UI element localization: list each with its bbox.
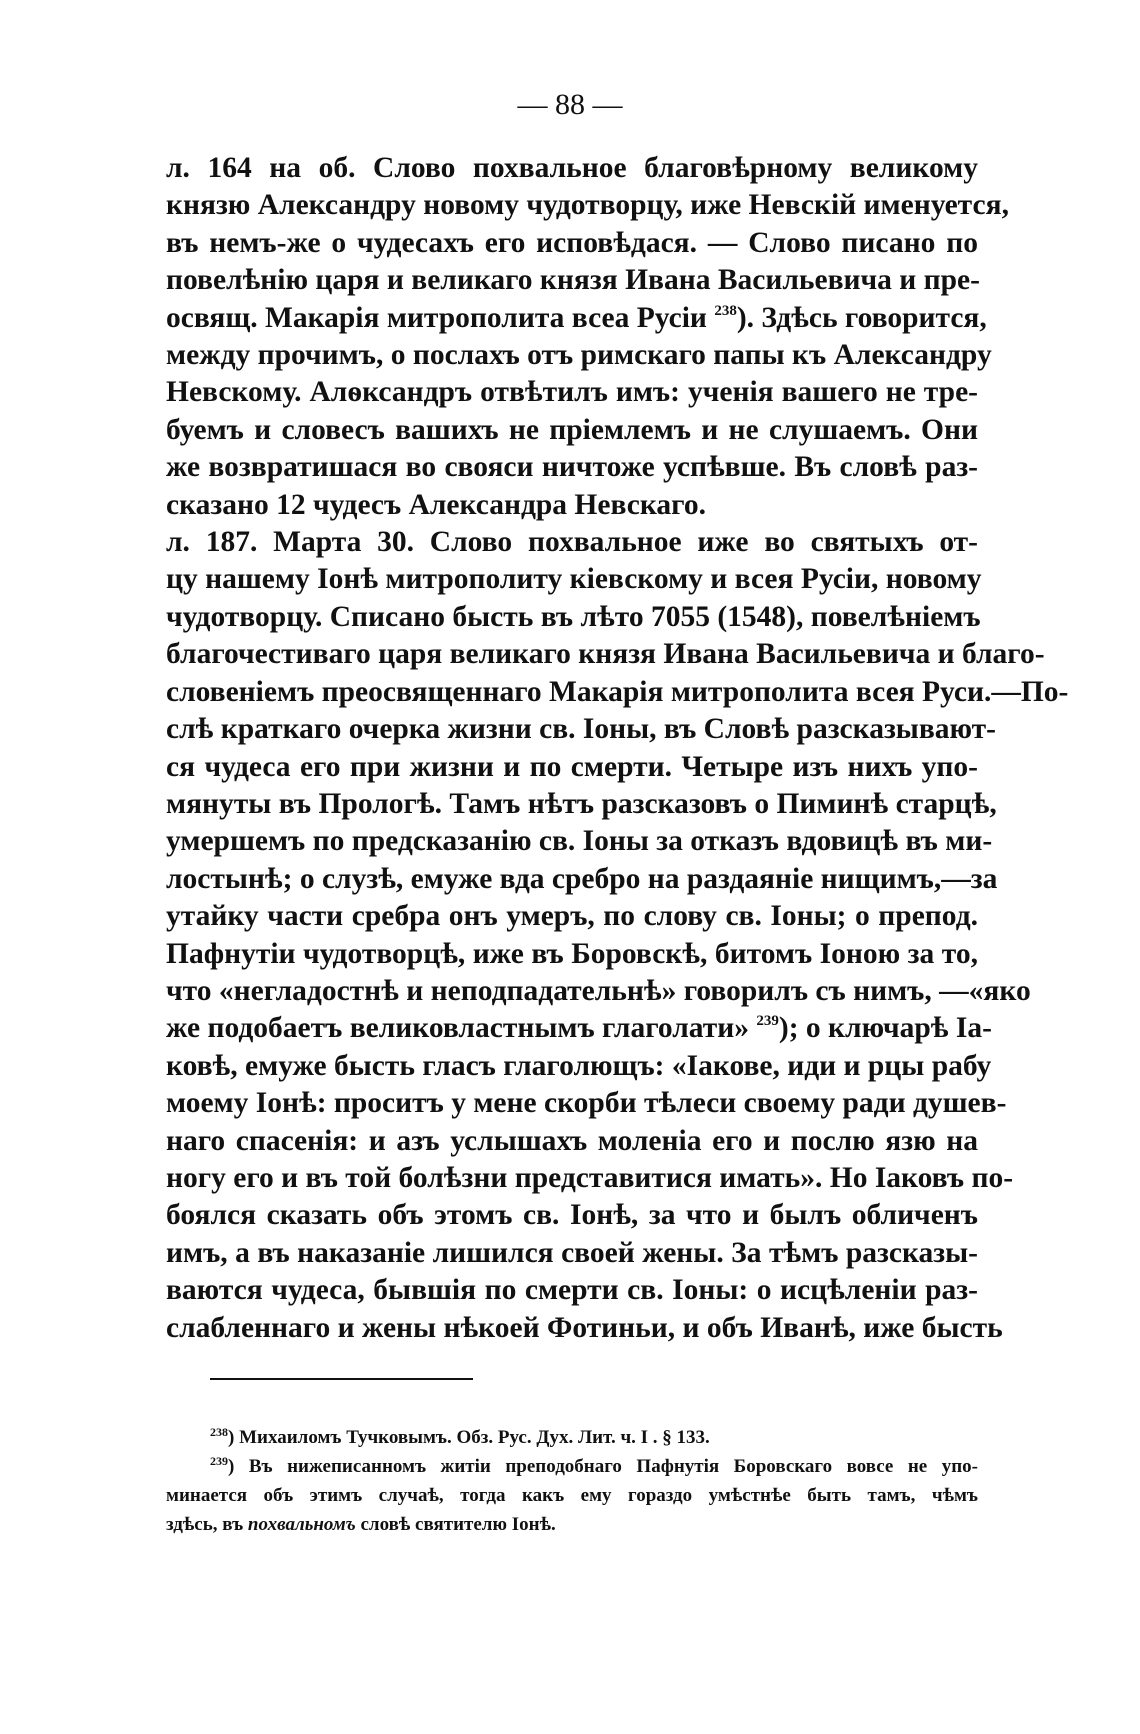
text-line: Невскому. Алѳксандръ отвѣтилъ имъ: ученія вашего не тре- [166, 376, 978, 409]
text-line: повелѣнію царя и великаго князя Ивана Васильевича и пре- [166, 264, 980, 297]
text-line: мянуты въ Прологѣ. Тамъ нѣтъ разсказовъ о Пиминѣ старцѣ, [166, 787, 997, 820]
text-line: слѣ краткаго очерка жизни св. Іоны, въ Словѣ разсказывают- [166, 713, 996, 746]
text-line: цу нашему Іонѣ митрополиту кіевскому и всея Русіи, новому [166, 563, 982, 596]
footnote-text: словѣ святителю Іонѣ. [355, 1514, 556, 1535]
text-line: л. 187. Марта 30. Слово похвальное иже во святыхъ от- [166, 526, 978, 559]
text-line: ся чудеса его при жизни и по смерти. Четыре изъ нихъ упо- [166, 750, 978, 783]
footnote-number: 239 [210, 1454, 228, 1468]
footnote-ref-239: 239 [756, 1013, 779, 1030]
footnote-text: здѣсь, въ [166, 1514, 248, 1535]
text-line: благочестиваго царя великаго князя Ивана Васильевича и благо- [166, 638, 1045, 671]
text-segment: же подобаетъ великовластнымъ глаголати» [166, 1012, 750, 1045]
footnote-text: ) Въ нижеписанномъ житіи преподобнаго Пафнутія Боровскаго вовсе не упо- [228, 1456, 978, 1477]
text-line: ногу его и въ той болѣзни представитися имать». Но Іаковъ по- [166, 1161, 1014, 1194]
text-line: имъ, а въ наказаніе лишился своей жены. За тѣмъ разсказы- [166, 1236, 978, 1269]
text-line: князю Александру новому чудотворцу, иже Невскій именуется, [166, 189, 1009, 222]
footnote-divider [210, 1378, 473, 1380]
footnote-ref-238: 238 [714, 302, 737, 319]
text-line: что «негладостнѣ и неподпадательнѣ» говорилъ съ нимъ, —«яко [166, 974, 1031, 1007]
text-line: же возвратишася во свояси ничтоже успѣвше. Въ словѣ раз- [166, 451, 978, 484]
body-text [166, 150, 1069, 1347]
text-line-with-ref [166, 300, 987, 337]
text-line: моему Іонѣ: проситъ у мене скорби тѣлеси своему ради душев- [166, 1087, 1007, 1120]
text-line: наго спасенія: и азъ услышахъ моленіа его и послю язю на [166, 1124, 978, 1157]
footnote-text: ) Михаиломъ Тучковымъ. Обз. Рус. Дух. Лит. ч. І . § 133. [228, 1427, 710, 1448]
text-line: ковѣ, емуже бысть гласъ глаголющъ: «Іакове, иди и рцы рабу [166, 1049, 992, 1082]
page-number: — 88 — [517, 88, 623, 121]
text-line: сказано 12 чудесъ Александра Невскаго. [166, 488, 706, 521]
text-line: умершемъ по предсказанію св. Іоны за отказъ вдовицѣ въ ми- [166, 825, 993, 858]
text-line: лостынѣ; о слузѣ, емуже вда сребро на раздаяніе нищимъ,—за [166, 862, 998, 895]
footnote-238 [166, 1423, 978, 1452]
text-line-with-ref [166, 1010, 992, 1047]
text-line: Пафнутіи чудотворцѣ, иже въ Боровскѣ, битомъ Іоною за то, [166, 937, 978, 970]
text-line: утайку части сребра онъ умеръ, по слову св. Іоны; о препод. [166, 900, 978, 933]
text-line: буемъ и словесъ вашихъ не пріемлемъ и не слушаемъ. Они [166, 413, 978, 446]
text-line: л. 164 на об. Слово похвальное благовѣрному великому [166, 152, 978, 184]
footnotes [166, 1423, 978, 1539]
footnote-line: минается объ этимъ случаѣ, тогда какъ ему гораздо умѣстнѣе быть тамъ, чѣмъ [166, 1485, 978, 1506]
text-line: словеніемъ преосвященнаго Макарія митрополита всея Руси.—По- [166, 675, 1069, 708]
text-line: въ немъ-же о чудесахъ его исповѣдася. — Слово писано по [166, 226, 978, 259]
footnote-239 [166, 1452, 978, 1481]
text-line: боялся сказать объ этомъ св. Іонѣ, за что и былъ обличенъ [166, 1199, 978, 1232]
text-line: чудотворцу. Списано бысть въ лѣто 7055 (1548), повелѣніемъ [166, 600, 981, 633]
footnote-line [166, 1510, 978, 1539]
text-line: ваются чудеса, бывшія по смерти св. Іоны: о исцѣленіи раз- [166, 1274, 978, 1307]
footnote-number: 238 [210, 1425, 228, 1439]
text-segment: освящ. Макарія митрополита всеа Русіи [166, 301, 707, 334]
text-line: слабленнаго и жены нѣкоей Фотиньи, и объ Иванѣ, иже бысть [166, 1311, 1003, 1344]
footnote-italic-word: похвальномъ [247, 1514, 356, 1535]
text-segment: ). Здѣсь говорится, [736, 301, 987, 334]
text-segment: ); о ключарѣ Іа- [778, 1012, 992, 1045]
text-line: между прочимъ, о послахъ отъ римскаго папы къ Александру [166, 339, 992, 372]
